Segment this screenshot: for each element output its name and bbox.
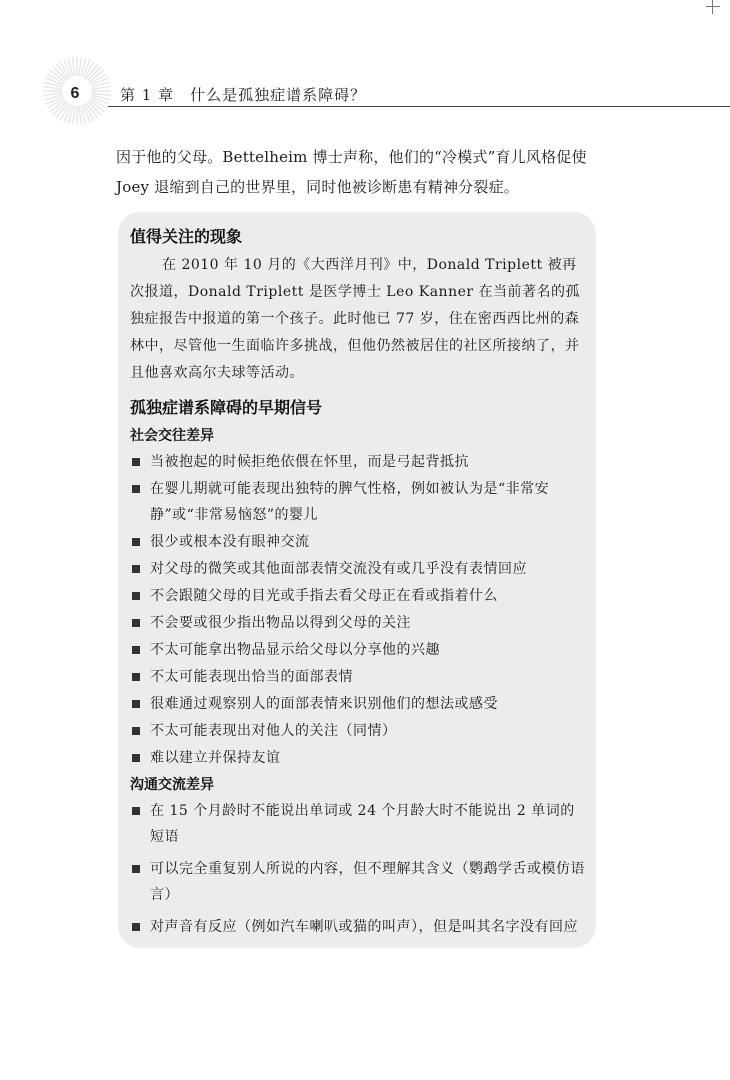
- box-title: 值得关注的现象: [130, 227, 243, 246]
- list-item: 不太可能表现出恰当的面部表情: [130, 664, 586, 690]
- list-item: 对声音有反应（例如汽车喇叭或猫的叫声），但是叫其名字没有回应: [130, 914, 586, 940]
- list-item: 当被抱起的时候拒绝依偎在怀里，而是弓起背抵抗: [130, 449, 586, 475]
- page-number: 6: [70, 85, 80, 102]
- square-bullet-icon: [132, 700, 140, 708]
- square-bullet-icon: [132, 646, 140, 654]
- crop-mark: [706, 0, 720, 14]
- intro-text: [116, 142, 616, 202]
- intro-paragraph: 因于他的父母。Bettelheim 博士声称，他们的“冷模式”育儿风格促使 Joey 退缩到自己的世界里，同时他被诊断患有精神分裂症。: [116, 148, 587, 196]
- square-bullet-icon: [132, 538, 140, 546]
- chapter-title: 第 1 章 什么是孤独症谱系障碍？: [120, 86, 367, 104]
- list-item: 很难通过观察别人的面部表情来识别他们的想法或感受: [130, 691, 586, 717]
- sidebar-box: [118, 212, 596, 948]
- social-list: [130, 449, 586, 771]
- square-bullet-icon: [132, 619, 140, 627]
- list-item: 不太可能拿出物品显示给父母以分享他的兴趣: [130, 637, 586, 663]
- list-item: 在婴儿期就可能表现出独特的脾气性格，例如被认为是“非常安静”或“非常易恼怒”的婴儿: [130, 476, 586, 528]
- list-item: 不会跟随父母的目光或手指去看父母正在看或指着什么: [130, 583, 586, 609]
- square-bullet-icon: [132, 865, 140, 873]
- list-item: 很少或根本没有眼神交流: [130, 529, 586, 555]
- square-bullet-icon: [132, 754, 140, 762]
- social-heading: 社会交往差异: [130, 428, 214, 444]
- early-signs-title: 孤独症谱系障碍的早期信号: [130, 398, 323, 417]
- square-bullet-icon: [132, 807, 140, 815]
- list-item: 难以建立并保持友谊: [130, 745, 586, 771]
- header-rule: [108, 106, 730, 107]
- communication-heading: 沟通交流差异: [130, 777, 214, 793]
- communication-list: [130, 798, 586, 940]
- square-bullet-icon: [132, 673, 140, 681]
- list-item: 不会要或很少指出物品以得到父母的关注: [130, 610, 586, 636]
- box-paragraph: 在 2010 年 10 月的《大西洋月刊》中，Donald Triplett 被再次报道，Donald Triplett 是医学博士 Leo Kanner 在当前著名的孤独症报告中报道的第一个孩子。此时他已 77 岁，住在密西西比州的森林中，尽管他一生面临许多挑战，但他仍然被居住的社区所接纳了，并且他喜欢高尔夫球等活动。: [130, 257, 581, 381]
- square-bullet-icon: [132, 458, 140, 466]
- square-bullet-icon: [132, 565, 140, 573]
- list-item: 对父母的微笑或其他面部表情交流没有或几乎没有表情回应: [130, 556, 586, 582]
- page-header: [0, 64, 730, 112]
- square-bullet-icon: [132, 923, 140, 931]
- square-bullet-icon: [132, 727, 140, 735]
- square-bullet-icon: [132, 592, 140, 600]
- list-item: 可以完全重复别人所说的内容，但不理解其含义（鹦鹉学舌或模仿语言）: [130, 856, 586, 908]
- list-item: 不太可能表现出对他人的关注（同情）: [130, 718, 586, 744]
- square-bullet-icon: [132, 485, 140, 493]
- list-item: 在 15 个月龄时不能说出单词或 24 个月龄大时不能说出 2 单词的短语: [130, 798, 586, 850]
